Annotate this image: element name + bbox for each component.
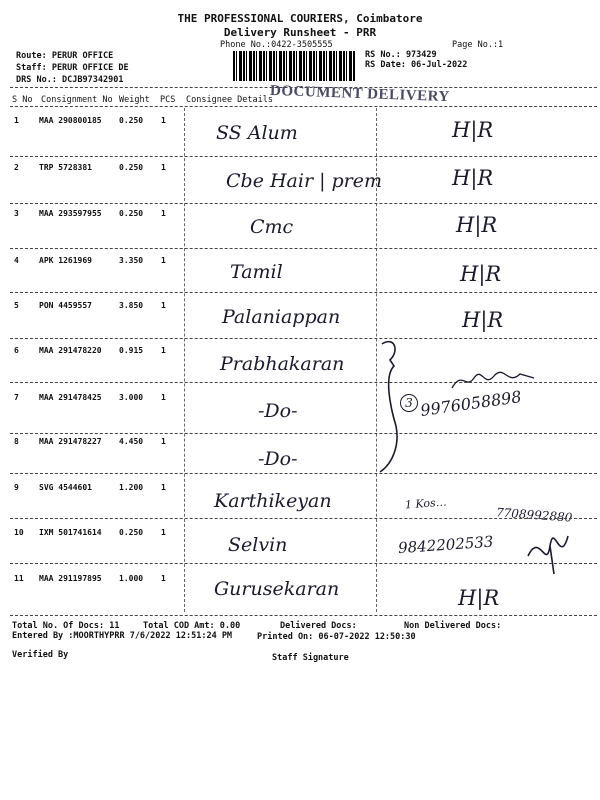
row-pcs: 1 (161, 483, 166, 492)
row-sno: 7 (14, 393, 19, 402)
company-title: THE PROFESSIONAL COURIERS, Coimbatore (177, 12, 423, 25)
row-pcs: 1 (161, 574, 166, 583)
row-weight: 0.250 (119, 116, 144, 125)
row-consignment: MAA 291478227 (39, 437, 102, 446)
row-consignee-name: SS Alum (216, 122, 298, 144)
row-consignee-name: -Do- (258, 448, 298, 470)
col-consignment: Consignment No (41, 95, 113, 105)
row-weight: 3.000 (119, 393, 144, 402)
rs-number: RS No.: 973429 (365, 50, 437, 60)
row-signature: H|R (452, 118, 494, 142)
row-sno: 5 (14, 301, 19, 310)
row-pcs: 1 (161, 209, 166, 218)
col-details: Consignee Details (186, 95, 273, 105)
divider (10, 106, 597, 107)
barcode (233, 51, 355, 81)
entered-by: Entered By :MOORTHYPRR 7/6/2022 12:51:24 PM (12, 631, 233, 641)
row-sno: 9 (14, 483, 19, 492)
document-delivery-stamp: DOCUMENT DELIVERY (269, 82, 451, 106)
handwritten-phone: 9842202533 (397, 532, 494, 558)
row-consignee-name: Selvin (228, 534, 288, 556)
divider (10, 615, 597, 616)
total-docs: Total No. Of Docs: 11 (12, 621, 120, 631)
row-pcs: 1 (161, 163, 166, 172)
row-consignee-name: Cmc (250, 216, 294, 238)
row-divider (10, 473, 597, 474)
row-consignee-name: Gurusekaran (214, 578, 340, 600)
row-weight: 3.850 (119, 301, 144, 310)
row-consignee-name: -Do- (258, 400, 298, 422)
signature-scribble (520, 526, 580, 576)
row-divider (10, 156, 597, 157)
row-consignment: MAA 291197895 (39, 574, 102, 583)
row-weight: 4.450 (119, 437, 144, 446)
row-weight: 0.250 (119, 528, 144, 537)
handwritten-phone: 7708992880 (495, 505, 573, 525)
column-divider (184, 108, 185, 612)
row-sno: 8 (14, 437, 19, 446)
handwritten-note: 1 Kos… (404, 495, 448, 512)
row-divider (10, 518, 597, 519)
row-signature: H|R (460, 262, 502, 286)
row-consignment: MAA 291478220 (39, 346, 102, 355)
drs-number: DRS No.: DCJB97342901 (16, 75, 124, 85)
row-consignment: IXM 501741614 (39, 528, 102, 537)
row-consignee-name: Karthikeyan (214, 490, 332, 512)
col-weight: Weight (119, 95, 150, 105)
total-cod: Total COD Amt: 0.00 (143, 621, 241, 631)
row-pcs: 1 (161, 528, 166, 537)
row-sno: 10 (14, 528, 24, 537)
row-weight: 0.250 (119, 209, 144, 218)
row-divider (10, 563, 597, 564)
row-consignee-name: Tamil (230, 261, 283, 283)
row-consignment: APK 1261969 (39, 256, 92, 265)
row-weight: 1.000 (119, 574, 144, 583)
row-consignee-name: Palaniappan (222, 306, 341, 328)
row-sno: 4 (14, 256, 19, 265)
row-signature: H|R (456, 213, 498, 237)
row-signature: H|R (458, 586, 500, 610)
row-sno: 6 (14, 346, 19, 355)
row-divider (10, 338, 597, 339)
row-divider (10, 248, 597, 249)
row-pcs: 1 (161, 393, 166, 402)
phone-number: Phone No.:0422-3505555 (220, 40, 333, 50)
row-consignment: SVG 4544601 (39, 483, 92, 492)
row-sno: 3 (14, 209, 19, 218)
row-consignment: MAA 291478425 (39, 393, 102, 402)
col-pcs: PCS (160, 95, 176, 105)
row-pcs: 1 (161, 346, 166, 355)
row-consignment: PON 4459557 (39, 301, 92, 310)
row-divider (10, 203, 597, 204)
row-signature: H|R (462, 308, 504, 332)
route-label: Route: PERUR OFFICE (16, 51, 114, 61)
row-sno: 11 (14, 574, 24, 583)
row-pcs: 1 (161, 437, 166, 446)
row-consignment: MAA 290800185 (39, 116, 102, 125)
row-weight: 3.350 (119, 256, 144, 265)
handwritten-phone: 9976058898 (419, 387, 523, 420)
row-weight: 0.250 (119, 163, 144, 172)
row-pcs: 1 (161, 116, 166, 125)
row-weight: 0.915 (119, 346, 144, 355)
delivered-docs: Delivered Docs: (280, 621, 357, 631)
row-sno: 2 (14, 163, 19, 172)
row-pcs: 1 (161, 301, 166, 310)
col-sno: S No (12, 95, 33, 105)
row-divider (10, 433, 597, 434)
row-divider (10, 292, 597, 293)
staff-signature: Staff Signature (272, 653, 349, 663)
row-sno: 1 (14, 116, 19, 125)
page-number: Page No.:1 (452, 40, 504, 50)
row-consignee-name: Cbe Hair | prem (226, 170, 383, 192)
staff-label: Staff: PERUR OFFICE DE (16, 63, 129, 73)
row-consignment: MAA 293597955 (39, 209, 102, 218)
row-consignment: TRP 5728381 (39, 163, 92, 172)
runsheet-subtitle: Delivery Runsheet - PRR (223, 26, 377, 39)
bracket-count-circle: 3 (400, 394, 418, 412)
row-pcs: 1 (161, 256, 166, 265)
row-consignee-name: Prabhakaran (220, 353, 345, 375)
verified-by: Verified By (12, 650, 69, 660)
non-delivered-docs: Non Delivered Docs: (404, 621, 502, 631)
row-signature: H|R (452, 166, 494, 190)
row-weight: 1.200 (119, 483, 144, 492)
rs-date: RS Date: 06-Jul-2022 (365, 60, 468, 70)
printed-on: Printed On: 06-07-2022 12:50:30 (257, 632, 416, 642)
